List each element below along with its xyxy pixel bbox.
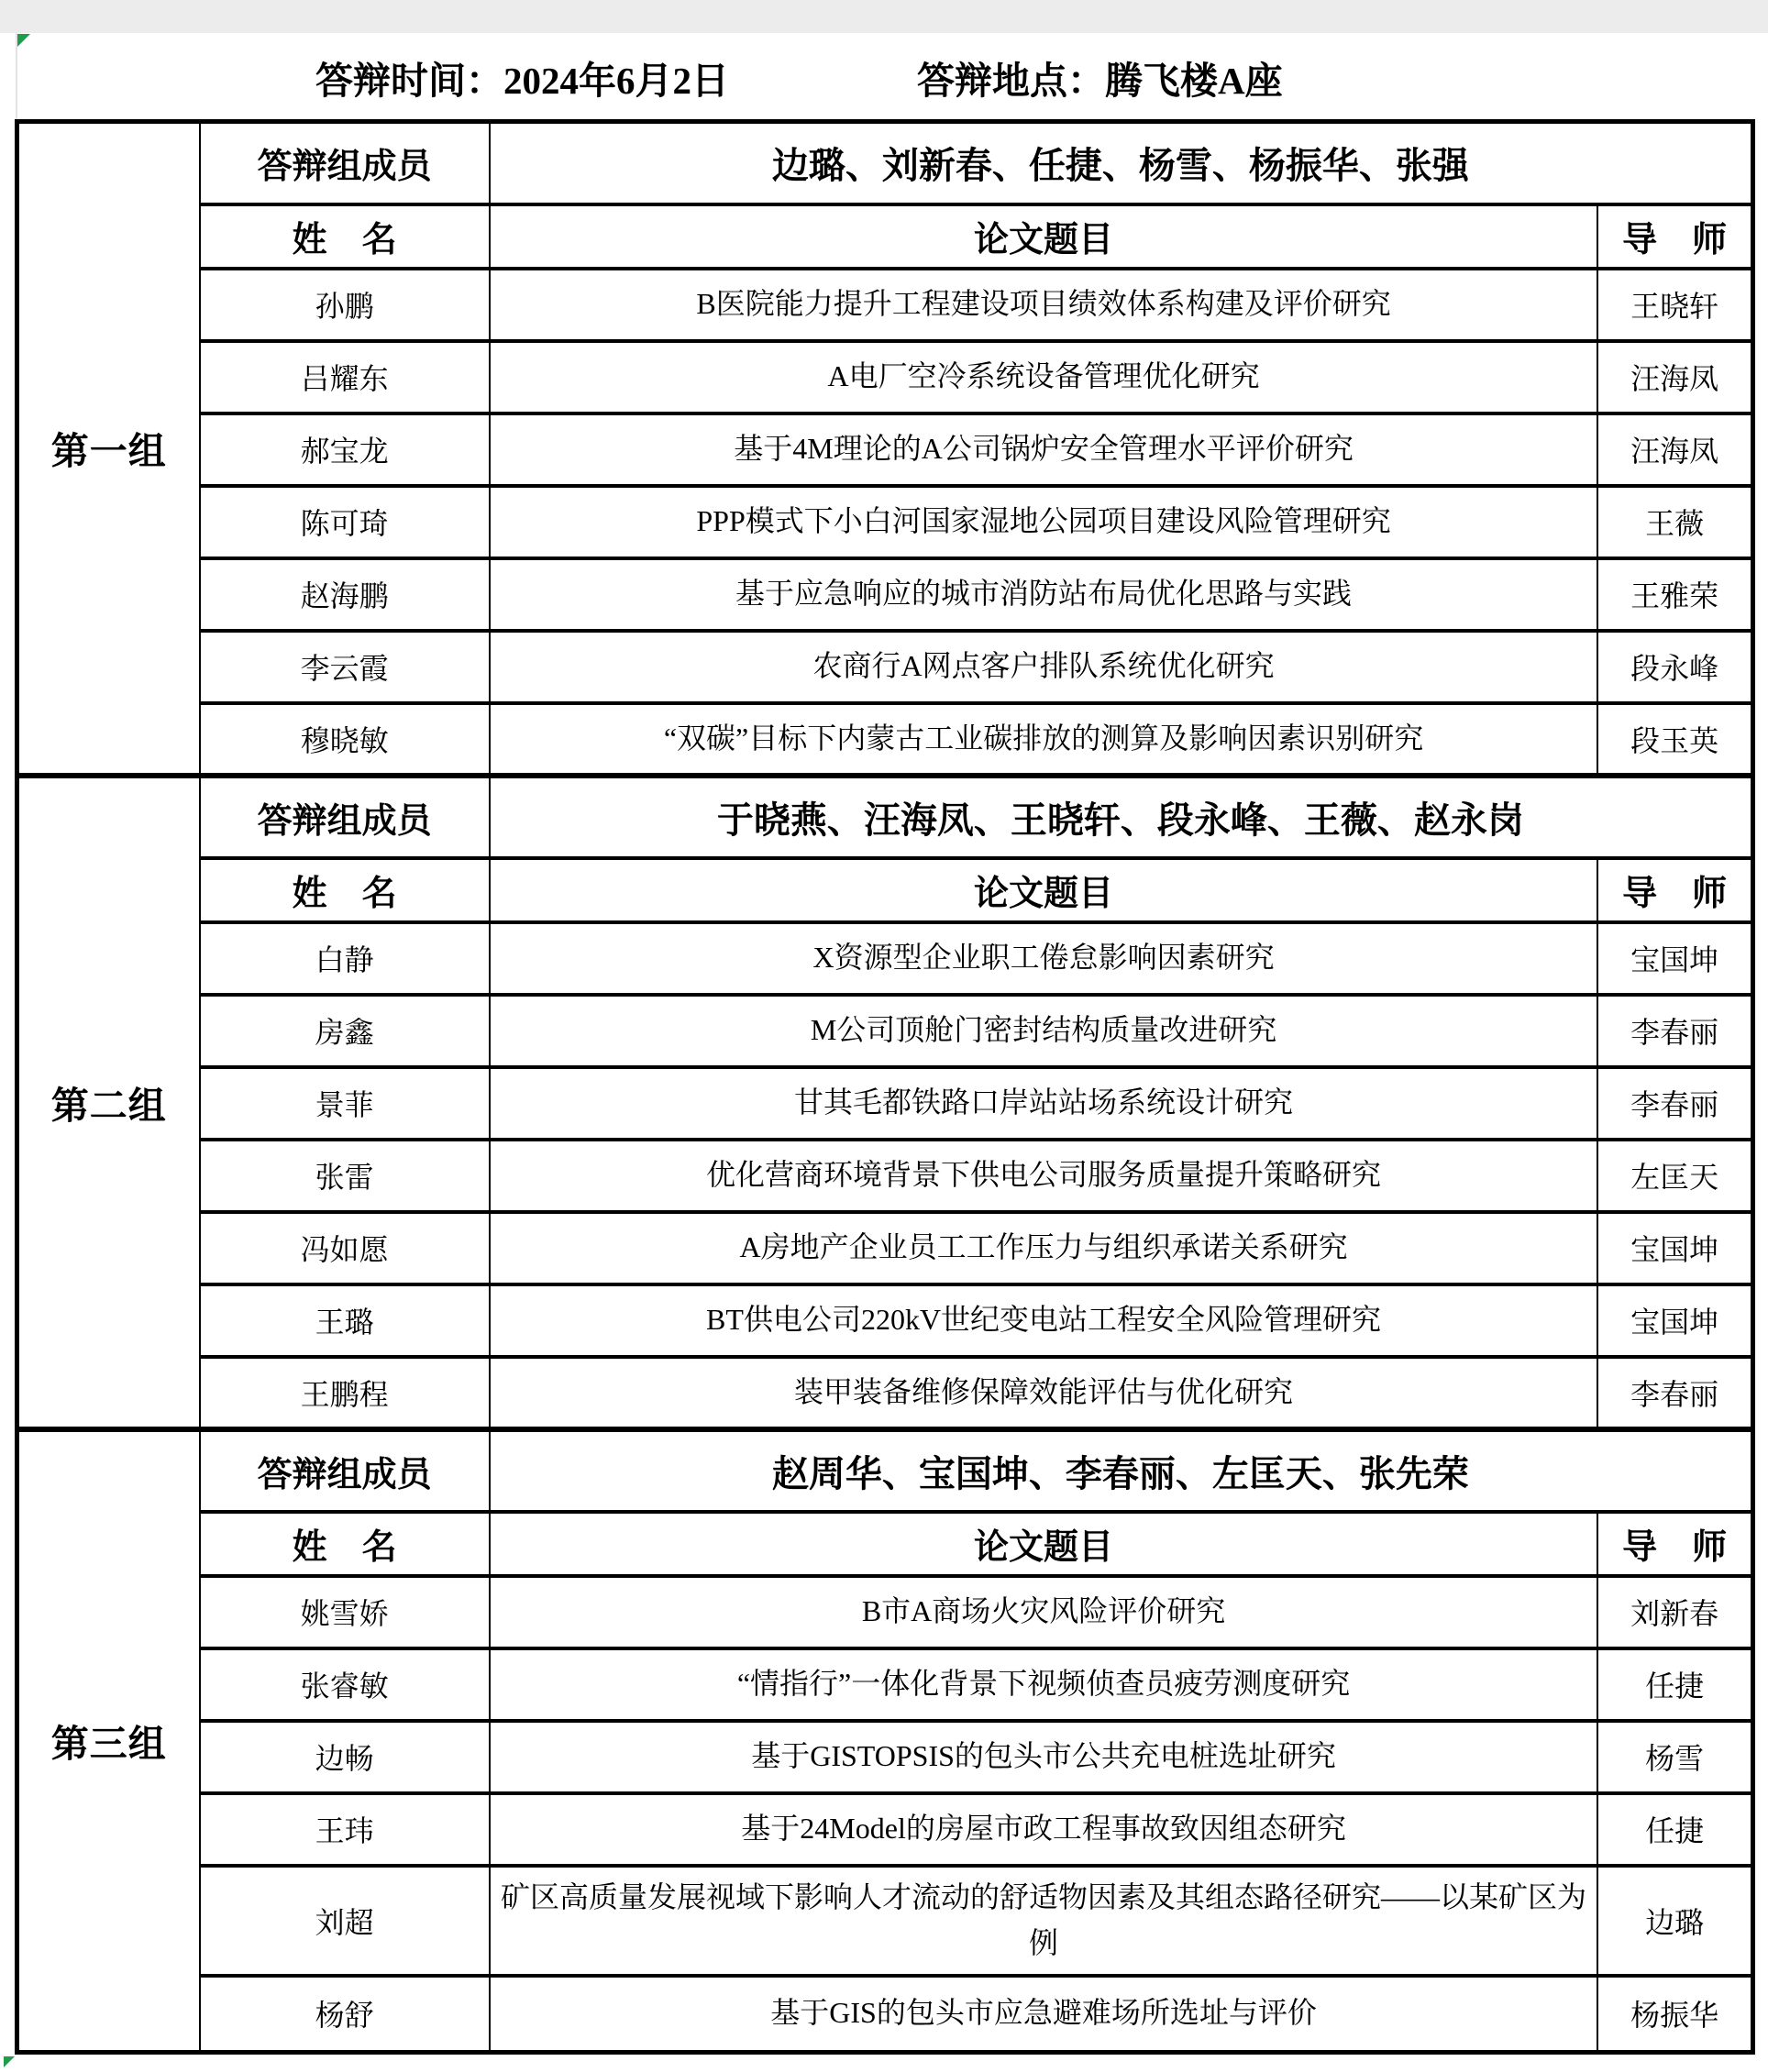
table-row	[17, 1284, 1753, 1357]
table-row	[17, 922, 1753, 995]
thesis-header-cell[interactable]: 论文题目	[490, 1512, 1598, 1576]
advisor-cell[interactable]: 段永峰	[1597, 631, 1752, 703]
student-name-cell[interactable]: 杨舒	[200, 1976, 490, 2053]
student-name-cell[interactable]: 景菲	[200, 1067, 490, 1140]
thesis-title-cell[interactable]: “双碳”目标下内蒙古工业碳排放的测算及影响因素识别研究	[490, 703, 1598, 776]
committee-label-cell[interactable]: 答辩组成员	[200, 122, 490, 204]
table-row	[17, 486, 1753, 558]
group-label-cell[interactable]: 第一组	[17, 122, 200, 776]
committee-label-cell[interactable]: 答辩组成员	[200, 1429, 490, 1512]
student-name-cell[interactable]: 王璐	[200, 1284, 490, 1357]
committee-members-cell[interactable]: 于晓燕、汪海凤、王晓轩、段永峰、王薇、赵永岗	[490, 776, 1753, 858]
table-row	[17, 1140, 1753, 1212]
student-name-cell[interactable]: 陈可琦	[200, 486, 490, 558]
cell-corner-marker-icon	[4, 2056, 15, 2067]
advisor-cell[interactable]: 汪海凤	[1597, 413, 1752, 486]
advisor-cell[interactable]: 王薇	[1597, 486, 1752, 558]
thesis-title-cell[interactable]: A电厂空冷系统设备管理优化研究	[490, 341, 1598, 413]
advisor-cell[interactable]: 宝国坤	[1597, 1284, 1752, 1357]
thesis-header-cell[interactable]: 论文题目	[490, 204, 1598, 269]
thesis-title-cell[interactable]: 基于应急响应的城市消防站布局优化思路与实践	[490, 558, 1598, 631]
thesis-title-cell[interactable]: 甘其毛都铁路口岸站站场系统设计研究	[490, 1067, 1598, 1140]
advisor-cell[interactable]: 宝国坤	[1597, 1212, 1752, 1284]
student-name-cell[interactable]: 张雷	[200, 1140, 490, 1212]
thesis-title-cell[interactable]: BT供电公司220kV世纪变电站工程安全风险管理研究	[490, 1284, 1598, 1357]
advisor-cell[interactable]: 宝国坤	[1597, 922, 1752, 995]
student-name-cell[interactable]: 刘超	[200, 1866, 490, 1976]
advisor-cell[interactable]: 王晓轩	[1597, 269, 1752, 341]
defense-place-label: 答辩地点：腾飞楼A座	[917, 59, 1283, 102]
table-row	[17, 1866, 1753, 1976]
table-row	[17, 1648, 1753, 1721]
spreadsheet-top-margin	[0, 0, 1768, 33]
thesis-title-cell[interactable]: 农商行A网点客户排队系统优化研究	[490, 631, 1598, 703]
name-header-cell[interactable]: 姓 名	[200, 1512, 490, 1576]
student-name-cell[interactable]: 穆晓敏	[200, 703, 490, 776]
thesis-title-cell[interactable]: PPP模式下小白河国家湿地公园项目建设风险管理研究	[490, 486, 1598, 558]
thesis-title-cell[interactable]: B市A商场火灾风险评价研究	[490, 1576, 1598, 1648]
table-row	[17, 1212, 1753, 1284]
thesis-title-cell[interactable]: “情指行”一体化背景下视频侦查员疲劳测度研究	[490, 1648, 1598, 1721]
table-row	[17, 341, 1753, 413]
student-name-cell[interactable]: 李云霞	[200, 631, 490, 703]
name-header-cell[interactable]: 姓 名	[200, 204, 490, 269]
table-row	[17, 703, 1753, 776]
student-name-cell[interactable]: 边畅	[200, 1721, 490, 1793]
advisor-header-cell[interactable]: 导 师	[1597, 1512, 1752, 1576]
thesis-title-cell[interactable]: 矿区高质量发展视域下影响人才流动的舒适物因素及其组态路径研究——以某矿区为例	[490, 1866, 1598, 1976]
student-name-cell[interactable]: 姚雪娇	[200, 1576, 490, 1648]
advisor-cell[interactable]: 任捷	[1597, 1648, 1752, 1721]
table-header-row	[17, 1512, 1753, 1576]
advisor-cell[interactable]: 杨雪	[1597, 1721, 1752, 1793]
title-band	[17, 35, 1751, 119]
advisor-cell[interactable]: 边璐	[1597, 1866, 1752, 1976]
student-name-cell[interactable]: 房鑫	[200, 995, 490, 1067]
thesis-title-cell[interactable]: 基于GISTOPSIS的包头市公共充电桩选址研究	[490, 1721, 1598, 1793]
name-header-cell[interactable]: 姓 名	[200, 858, 490, 922]
committee-members-cell[interactable]: 赵周华、宝国坤、李春丽、左匡天、张先荣	[490, 1429, 1753, 1512]
thesis-title-cell[interactable]: A房地产企业员工工作压力与组织承诺关系研究	[490, 1212, 1598, 1284]
thesis-title-cell[interactable]: M公司顶舱门密封结构质量改进研究	[490, 995, 1598, 1067]
thesis-title-cell[interactable]: 装甲装备维修保障效能评估与优化研究	[490, 1357, 1598, 1429]
table-row	[17, 776, 1753, 858]
group-label-cell[interactable]: 第二组	[17, 776, 200, 1429]
advisor-cell[interactable]: 李春丽	[1597, 1357, 1752, 1429]
group-label-cell[interactable]: 第三组	[17, 1429, 200, 2053]
advisor-cell[interactable]: 李春丽	[1597, 1067, 1752, 1140]
student-name-cell[interactable]: 郝宝龙	[200, 413, 490, 486]
table-row	[17, 122, 1753, 204]
advisor-cell[interactable]: 李春丽	[1597, 995, 1752, 1067]
table-row	[17, 413, 1753, 486]
advisor-cell[interactable]: 王雅荣	[1597, 558, 1752, 631]
table-row	[17, 1067, 1753, 1140]
student-name-cell[interactable]: 赵海鹏	[200, 558, 490, 631]
student-name-cell[interactable]: 王玮	[200, 1793, 490, 1866]
committee-label-cell[interactable]: 答辩组成员	[200, 776, 490, 858]
student-name-cell[interactable]: 吕耀东	[200, 341, 490, 413]
table-header-row	[17, 204, 1753, 269]
student-name-cell[interactable]: 冯如愿	[200, 1212, 490, 1284]
table-row	[17, 1976, 1753, 2053]
advisor-header-cell[interactable]: 导 师	[1597, 858, 1752, 922]
advisor-cell[interactable]: 汪海凤	[1597, 341, 1752, 413]
table-header-row	[17, 858, 1753, 922]
student-name-cell[interactable]: 张睿敏	[200, 1648, 490, 1721]
thesis-title-cell[interactable]: 基于4M理论的A公司锅炉安全管理水平评价研究	[490, 413, 1598, 486]
student-name-cell[interactable]: 王鹏程	[200, 1357, 490, 1429]
table-row	[17, 995, 1753, 1067]
student-name-cell[interactable]: 白静	[200, 922, 490, 995]
defense-time-label: 答辩时间：2024年6月2日	[315, 59, 729, 102]
advisor-cell[interactable]: 杨振华	[1597, 1976, 1752, 2053]
advisor-cell[interactable]: 任捷	[1597, 1793, 1752, 1866]
advisor-cell[interactable]: 左匡天	[1597, 1140, 1752, 1212]
thesis-header-cell[interactable]: 论文题目	[490, 858, 1598, 922]
thesis-title-cell[interactable]: 基于24Model的房屋市政工程事故致因组态研究	[490, 1793, 1598, 1866]
advisor-cell[interactable]: 段玉英	[1597, 703, 1752, 776]
table-row	[17, 269, 1753, 341]
thesis-title-cell[interactable]: 优化营商环境背景下供电公司服务质量提升策略研究	[490, 1140, 1598, 1212]
table-row	[17, 1576, 1753, 1648]
table-row	[17, 1429, 1753, 1512]
table-row	[17, 558, 1753, 631]
student-name-cell[interactable]: 孙鹏	[200, 269, 490, 341]
table-row	[17, 1721, 1753, 1793]
thesis-title-cell[interactable]: X资源型企业职工倦怠影响因素研究	[490, 922, 1598, 995]
committee-members-cell[interactable]: 边璐、刘新春、任捷、杨雪、杨振华、张强	[490, 122, 1753, 204]
thesis-title-cell[interactable]: 基于GIS的包头市应急避难场所选址与评价	[490, 1976, 1598, 2053]
thesis-title-cell[interactable]: B医院能力提升工程建设项目绩效体系构建及评价研究	[490, 269, 1598, 341]
table-row	[17, 1793, 1753, 1866]
defense-schedule-table	[15, 119, 1755, 2055]
advisor-header-cell[interactable]: 导 师	[1597, 204, 1752, 269]
table-row	[17, 1357, 1753, 1429]
table-row	[17, 631, 1753, 703]
advisor-cell[interactable]: 刘新春	[1597, 1576, 1752, 1648]
